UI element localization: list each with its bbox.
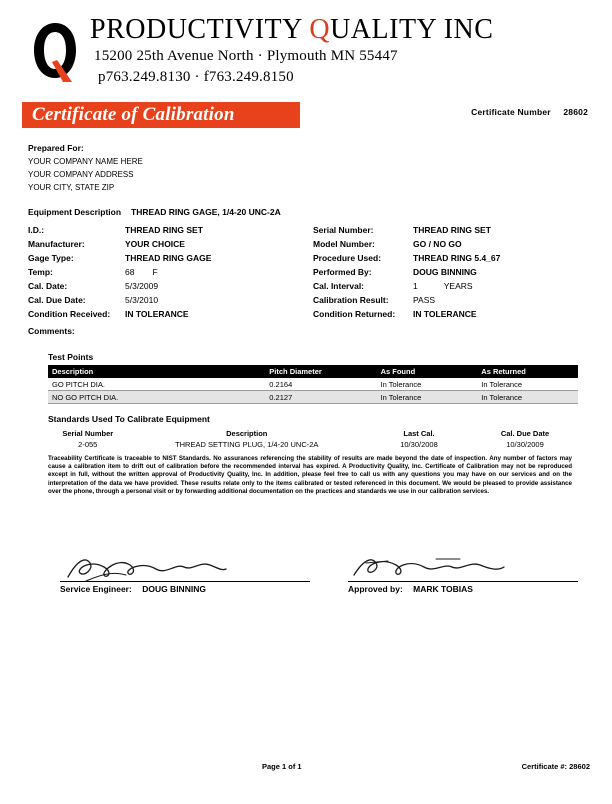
company-name	[90, 14, 493, 46]
detail-label: Cal. Interval:	[313, 281, 365, 291]
table-cell: THREAD SETTING PLUG, 1/4-20 UNC-2A	[175, 440, 319, 449]
detail-label: Serial Number:	[313, 225, 374, 235]
detail-row	[28, 281, 305, 295]
service-engineer-signature-block	[60, 553, 310, 594]
detail-row	[28, 267, 305, 281]
prepared-for-block	[28, 142, 590, 194]
table-cell: NO GO PITCH DIA.	[48, 391, 265, 404]
detail-label: Model Number:	[313, 239, 375, 249]
company-name-part2: UALITY INC	[330, 14, 494, 45]
detail-label: Procedure Used:	[313, 253, 382, 263]
detail-value: IN TOLERANCE	[125, 309, 189, 319]
equipment-description-row	[28, 207, 590, 217]
column-header: Last Cal.	[403, 429, 435, 438]
company-name-part1: PRODUCTIVITY	[90, 14, 310, 45]
prepared-for-line-3: YOUR CITY, STATE ZIP	[28, 183, 115, 192]
detail-value: THREAD RING 5.4_67	[413, 253, 501, 263]
table-header-row	[48, 365, 578, 378]
detail-row	[28, 295, 305, 309]
company-name-q: Q	[309, 14, 331, 45]
details-left-column	[28, 225, 305, 323]
certificate-number-label: Certificate Number	[471, 107, 551, 117]
column-header: Pitch Diameter	[265, 365, 376, 378]
equipment-description-value: THREAD RING GAGE, 1/4-20 UNC-2A	[131, 207, 281, 217]
service-engineer-label-row	[60, 584, 310, 594]
detail-label: Manufacturer:	[28, 239, 85, 249]
test-points-section	[48, 352, 578, 404]
table-cell: GO PITCH DIA.	[48, 378, 265, 391]
table-cell: 10/30/2009	[506, 440, 544, 449]
table-cell: 2-055	[78, 440, 98, 449]
detail-row	[313, 267, 590, 281]
detail-label: Calibration Result:	[313, 295, 389, 305]
detail-value: THREAD RING SET	[125, 225, 203, 235]
signatures-section	[48, 544, 578, 594]
service-engineer-name: DOUG BINNING	[142, 584, 206, 595]
detail-label: Cal. Date:	[28, 281, 68, 291]
detail-value: 68	[125, 267, 135, 277]
detail-row	[313, 281, 590, 295]
signature-image-service-engineer	[60, 553, 310, 581]
details-columns	[28, 225, 590, 323]
detail-label: Cal. Due Date:	[28, 295, 86, 305]
detail-label: Gage Type:	[28, 253, 74, 263]
table-cell: In Tolerance	[377, 378, 478, 391]
detail-label: Condition Returned:	[313, 309, 396, 319]
certificate-number-value: 28602	[563, 107, 588, 117]
detail-value: GO / NO GO	[413, 239, 462, 249]
footer-certificate-number: Certificate #: 28602	[521, 762, 590, 771]
test-points-table	[48, 365, 578, 404]
table-cell: 10/30/2008	[400, 440, 438, 449]
column-header: As Returned	[477, 365, 578, 378]
standards-title: Standards Used To Calibrate Equipment	[48, 414, 210, 424]
detail-row	[313, 225, 590, 239]
document-header	[22, 12, 590, 94]
page-number: Page 1 of 1	[262, 762, 302, 771]
prepared-for-heading: Prepared For:	[28, 143, 84, 153]
detail-value: 5/3/2010	[125, 295, 159, 305]
standards-section	[48, 414, 578, 450]
certificate-page	[0, 12, 612, 804]
details-right-column	[313, 225, 590, 323]
detail-label: Condition Received:	[28, 309, 111, 319]
table-cell: 0.2164	[265, 378, 376, 391]
table-cell: In Tolerance	[477, 378, 578, 391]
table-row	[48, 378, 578, 391]
certificate-number-block	[471, 107, 588, 117]
detail-row	[28, 225, 305, 239]
prepared-for-line-1: YOUR COMPANY NAME HERE	[28, 157, 143, 166]
detail-value: PASS	[413, 295, 436, 305]
table-header-row	[48, 428, 578, 439]
column-header: Description	[226, 429, 268, 438]
detail-value-unit: YEARS	[443, 281, 473, 291]
approved-by-signature-block	[348, 553, 578, 594]
equipment-description-label: Equipment Description	[28, 207, 122, 217]
title-bar-white-area	[300, 102, 590, 128]
detail-value: DOUG BINNING	[413, 267, 477, 277]
table-row	[48, 391, 578, 404]
column-header: As Found	[377, 365, 478, 378]
detail-value: YOUR CHOICE	[125, 239, 185, 249]
prepared-for-line-2: YOUR COMPANY ADDRESS	[28, 170, 134, 179]
service-engineer-label: Service Engineer:	[60, 584, 132, 595]
comments-label: Comments:	[28, 326, 75, 336]
approved-by-label: Approved by:	[348, 584, 403, 595]
detail-row	[313, 295, 590, 309]
page-title: Certificate of Calibration	[32, 104, 235, 125]
company-address: 15200 25th Avenue North · Plymouth MN 55447	[94, 48, 398, 64]
detail-row	[313, 239, 590, 253]
document-footer	[22, 762, 590, 771]
detail-row	[313, 309, 590, 323]
standards-table	[48, 428, 578, 450]
traceability-paragraph: Traceability Certificate is traceable to NIST Standards. No assurances referencing the stability of results are made beyond the date of inspection. Any number of factors may cause a calibration item to drift out of calibration before the recommended interval has expired. A Productivity Quality, Inc. Certificate of Calibration may not be reproduced except in full, without the written approval of Productivity Quality, Inc. In addition, please feel free to call us with any questions you may have on our services and on the interpretation of the data we have provided. These results relate only to the items calibrated or tested referenced in this document. We would be pleased to provide assistance over the phone, through a personal visit or by forwarding additional documentation on the practices and standards we use in our calibration services.	[48, 455, 572, 495]
detail-value: 1	[413, 281, 418, 291]
certificate-title-bar	[22, 102, 590, 128]
detail-value: 5/3/2009	[125, 281, 159, 291]
detail-value: THREAD RING SET	[413, 225, 491, 235]
table-row	[48, 439, 578, 450]
detail-row	[28, 239, 305, 253]
table-cell: 0.2127	[265, 391, 376, 404]
detail-row	[28, 309, 305, 323]
detail-value: THREAD RING GAGE	[125, 253, 212, 263]
detail-label: I.D.:	[28, 225, 45, 235]
approver-name: MARK TOBIAS	[413, 584, 473, 595]
detail-row	[313, 253, 590, 267]
table-cell: In Tolerance	[477, 391, 578, 404]
test-points-title: Test Points	[48, 352, 94, 362]
detail-label: Performed By:	[313, 267, 372, 277]
approved-by-label-row	[348, 584, 578, 594]
detail-value: IN TOLERANCE	[413, 309, 477, 319]
company-logo-icon	[30, 20, 78, 82]
column-header: Description	[48, 365, 265, 378]
detail-value-unit: F	[152, 267, 158, 277]
table-cell: In Tolerance	[377, 391, 478, 404]
detail-label: Temp:	[28, 267, 53, 277]
company-phone: p763.249.8130 · f763.249.8150	[98, 69, 294, 85]
detail-row	[28, 253, 305, 267]
signature-image-approver	[348, 553, 578, 581]
document-body	[22, 142, 590, 594]
column-header: Cal. Due Date	[500, 429, 550, 438]
column-header: Serial Number	[62, 429, 114, 438]
